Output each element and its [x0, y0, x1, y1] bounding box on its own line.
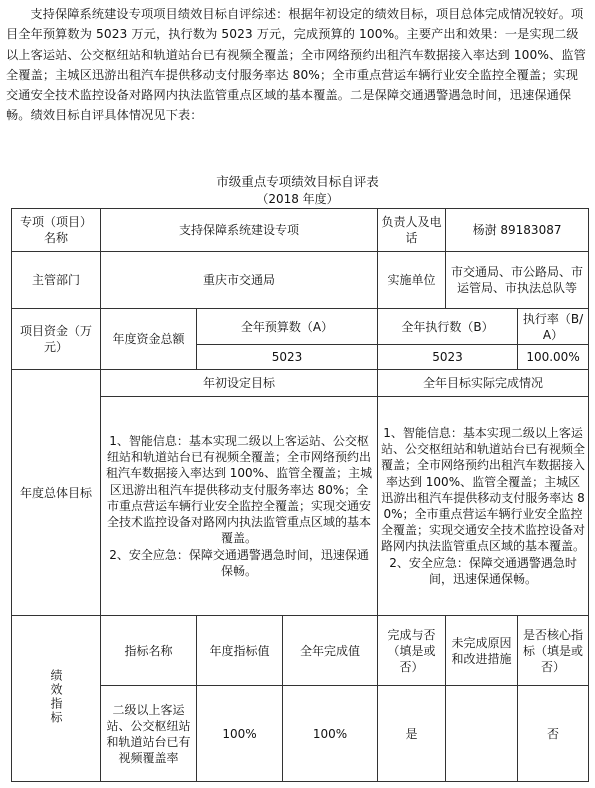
- value-project-name: 支持保障系统建设专项: [101, 209, 378, 252]
- label-annual-funds: 年度资金总额: [101, 309, 197, 370]
- row-project: [12, 209, 589, 252]
- label-funds: 项目资金（万元）: [12, 309, 101, 370]
- label-executed: 全年执行数（B）: [378, 309, 518, 345]
- table-year: （2018 年度）: [256, 192, 339, 206]
- actual-goal-text: 1、智能信息：基本实现二级以上客运站、公交枢纽站和轨道站台已有视频全覆盖；全市网络预约出租汽车数据接入率达到 100%、监管全覆盖；主城区迅游出租汽车提供移动支付服务率达 80%；全市重点营运车辆行业安全监控全覆盖；实现交通安全技术监控设备对路网内执法监管重点区域的基本覆盖。 2、安全应急：保障交通遇警遇急时间，迅速保通保畅。: [378, 397, 589, 616]
- label-project-name: 专项（项目）名称: [12, 209, 101, 252]
- indicator-core: 否: [518, 686, 589, 782]
- label-perf: [12, 616, 101, 782]
- indicator-actual: 100%: [283, 686, 378, 782]
- label-ind-target: 年度指标值: [197, 616, 283, 686]
- indicator-target: 100%: [197, 686, 283, 782]
- indicator-done: 是: [378, 686, 446, 782]
- label-ind-actual: 全年完成值: [283, 616, 378, 686]
- label-rate: 执行率（B/A）: [518, 309, 589, 345]
- table-title: 市级重点专项绩效目标自评表: [216, 174, 379, 189]
- value-dept: 重庆市交通局: [101, 252, 378, 309]
- label-annual-goal: 年度总体目标: [12, 370, 101, 616]
- label-ind-done: 完成与否（填是或否）: [378, 616, 446, 686]
- label-dept: 主管部门: [12, 252, 101, 309]
- label-impl-unit: 实施单位: [378, 252, 446, 309]
- row-dept: [12, 252, 589, 309]
- label-responsible: 负责人及电话: [378, 209, 446, 252]
- value-rate: 100.00%: [518, 345, 589, 370]
- label-ind-core: 是否核心指标（填是或否）: [518, 616, 589, 686]
- initial-goal-text: 1、智能信息：基本实现二级以上客运站、公交枢纽站和轨道站台已有视频全覆盖；全市网络预约出租汽车数据接入率达到 100%、监管全覆盖；主城区迅游出租汽车提供移动支付服务率达 80%；全市重点营运车辆行业安全监控全覆盖；实现交通安全技术监控设备对路网内执法监管重点区域的基本覆盖。 2、安全应急：保障交通遇警遇急时间，迅速保通保畅。: [101, 397, 378, 616]
- label-budget: 全年预算数（A）: [197, 309, 378, 345]
- value-impl-unit: 市交通局、市公路局、市运管局、市执法总队等: [446, 252, 589, 309]
- label-ind-name: 指标名称: [101, 616, 197, 686]
- self-evaluation-table: [11, 208, 589, 782]
- value-budget: 5023: [197, 345, 378, 370]
- value-executed: 5023: [378, 345, 518, 370]
- indicator-name: 二级以上客运站、公交枢纽站和轨道站台已有视频覆盖率: [101, 686, 197, 782]
- label-perf-text: 绩效指标: [49, 668, 63, 725]
- row-funds-head: [12, 309, 589, 345]
- label-ind-reason: 未完成原因和改进措施: [446, 616, 518, 686]
- row-goal-head: [12, 370, 589, 397]
- label-actual-goal: 全年目标实际完成情况: [378, 370, 589, 397]
- label-initial-goal: 年初设定目标: [101, 370, 378, 397]
- row-indicator-head: [12, 616, 589, 686]
- intro-paragraph: 支持保障系统建设专项项目绩效目标自评综述：根据年初设定的绩效目标，项目总体完成情况较好。项目全年预算数为 5023 万元，执行数为 5023 万元，完成预算的 100%。主要产出和效果：一是实现二级以上客运站、公交枢纽站和轨道站台已有视频全覆盖；全市网络预约出租汽车数据接入率达到 100%、监管全覆盖；主城区迅游出租汽车提供移动支付服务率达 80%；全市重点营运车辆行业安全监控全覆盖；实现交通安全技术监控设备对路网内执法监管重点区域的基本覆盖。二是保障交通遇警遇急时间，迅速保通保畅。绩效目标自评具体情况见下表：: [6, 7, 586, 123]
- value-responsible: 杨澍 89183087: [446, 209, 589, 252]
- indicator-reason: [446, 686, 518, 782]
